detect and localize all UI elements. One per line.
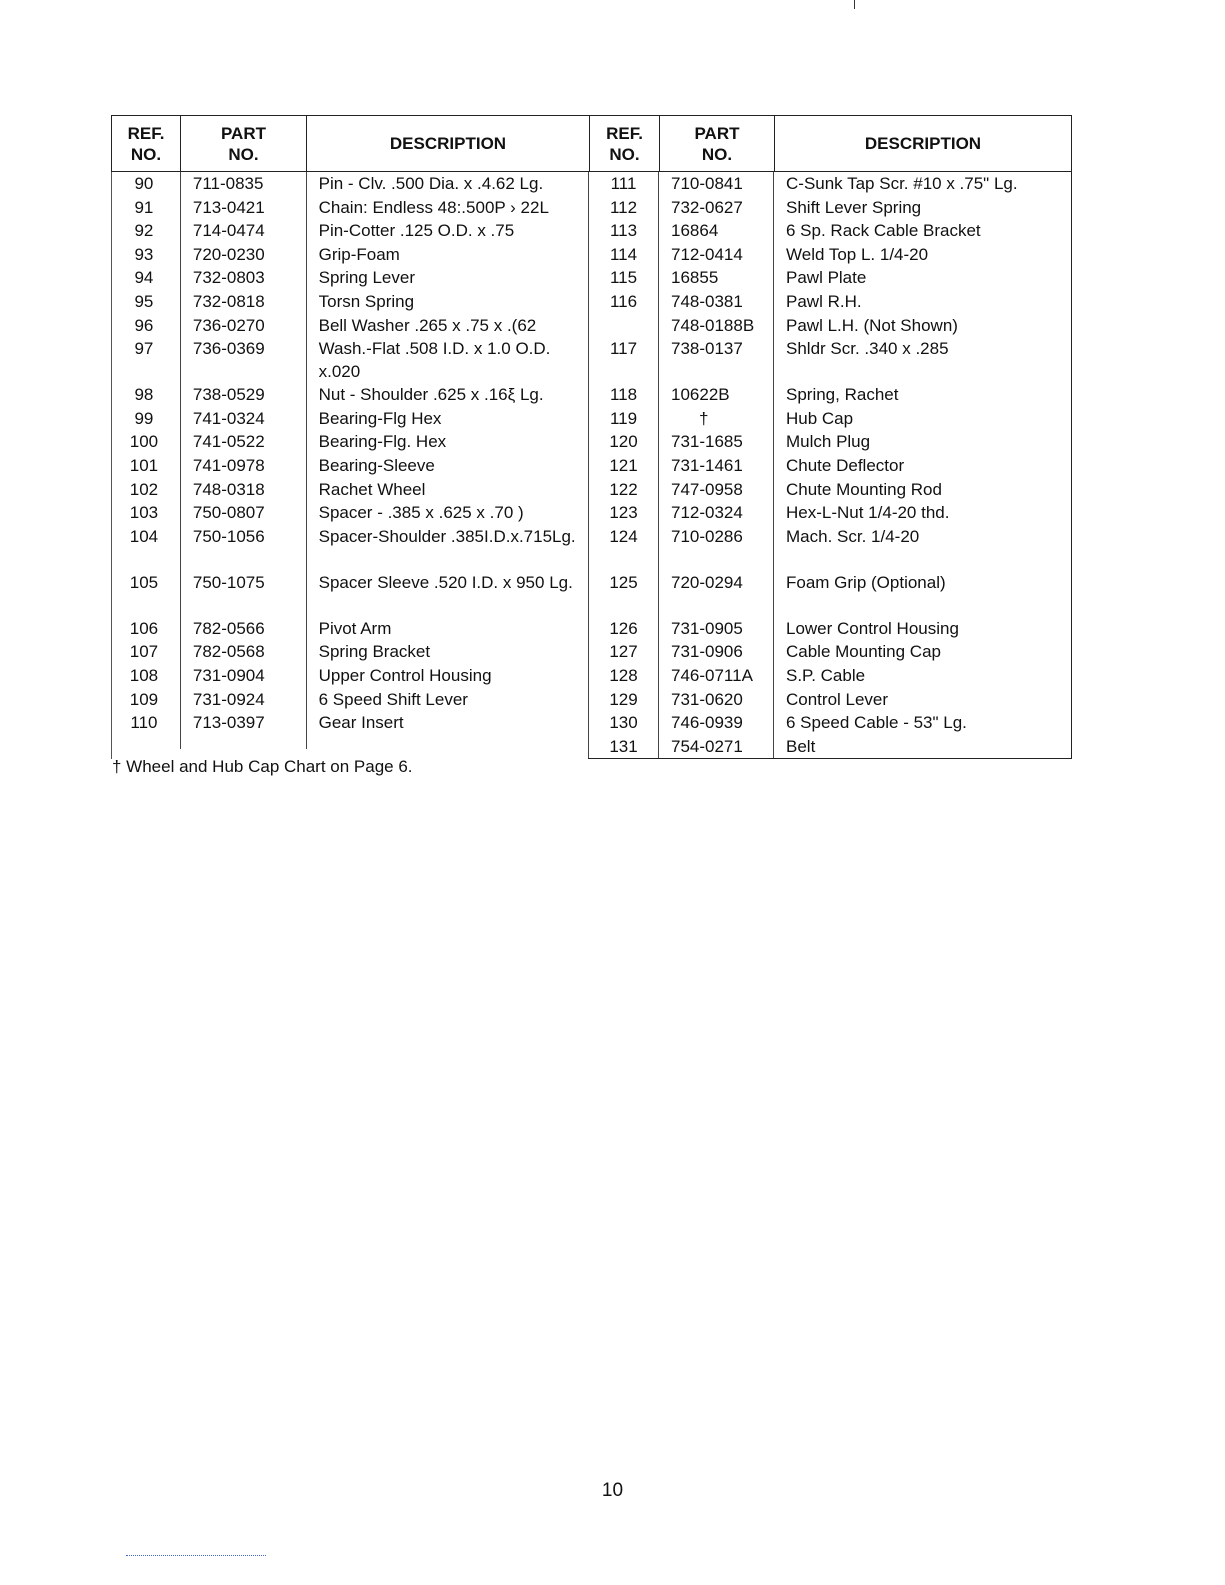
cell-part: 750-1056 — [180, 525, 306, 571]
cell-part: 712-0324 — [658, 501, 773, 525]
cell-part: 741-0324 — [180, 407, 306, 431]
table-row — [588, 266, 1071, 290]
cell-ref: 111 — [588, 172, 658, 196]
cell-desc: Upper Control Housing — [306, 664, 588, 688]
table-row — [112, 219, 588, 243]
header-description-right: DESCRIPTION — [774, 116, 1071, 171]
cell-desc: Foam Grip (Optional) — [773, 571, 1071, 617]
cell-ref: 91 — [134, 197, 154, 217]
cell-part: 710-0286 — [658, 525, 773, 571]
cell-desc: Spacer - .385 x .625 x .70 ) — [306, 501, 588, 525]
cell-desc: Gear Insert — [306, 711, 588, 735]
table-row — [112, 290, 588, 314]
cell-desc: Chute Mounting Rod — [773, 478, 1071, 502]
cell-part: 731-0905 — [658, 617, 773, 641]
table-row — [588, 314, 1071, 338]
cell-part: 731-1461 — [658, 454, 773, 478]
cell-desc: Pawl L.H. (Not Shown) — [773, 314, 1071, 338]
cell-ref: 98 — [134, 385, 154, 405]
cell-desc: Bearing-Flg Hex — [306, 407, 588, 431]
cell-part: 714-0474 — [180, 219, 306, 243]
cell-desc: C-Sunk Tap Scr. #10 x .75" Lg. — [773, 172, 1071, 196]
cell-part: 746-0711A — [658, 664, 773, 688]
cell-ref: 113 — [588, 219, 658, 243]
cell-ref: 122 — [588, 478, 658, 502]
cell-ref: 95 — [134, 291, 154, 311]
cell-ref: 97 — [134, 339, 154, 359]
page-number: 10 — [601, 1480, 624, 1501]
cell-part: 782-0568 — [180, 640, 306, 664]
cell-part: 10622B — [658, 383, 773, 407]
cell-ref: 131 — [588, 735, 658, 759]
cell-ref: 100 — [129, 432, 159, 452]
cell-ref: 119 — [588, 407, 658, 431]
table-row — [112, 430, 588, 454]
cell-desc: Mach. Scr. 1/4-20 — [773, 525, 1071, 571]
cell-part: 713-0397 — [180, 711, 306, 735]
table-row — [588, 337, 1071, 383]
cell-desc: Bearing-Sleeve — [306, 454, 588, 478]
table-row — [112, 688, 588, 712]
cell-desc: Cable Mounting Cap — [773, 640, 1071, 664]
cell-desc: 6 Sp. Rack Cable Bracket — [773, 219, 1071, 243]
cell-ref: 115 — [588, 266, 658, 290]
margin-tick-mark — [854, 0, 855, 9]
table-row — [588, 290, 1071, 314]
cell-part: 741-0978 — [180, 454, 306, 478]
header-ref-no-right: REF. NO. — [589, 116, 659, 171]
cell-ref: 127 — [588, 640, 658, 664]
cell-desc: Chute Deflector — [773, 454, 1071, 478]
cell-desc: Bell Washer .265 x .75 x .(62 — [306, 314, 588, 338]
cell-ref — [588, 314, 658, 338]
cell-ref: 92 — [134, 221, 154, 241]
header-ref-no: REF. NO. — [127, 123, 165, 164]
cell-desc: Rachet Wheel — [306, 478, 588, 502]
cell-part: 710-0841 — [658, 172, 773, 196]
cell-ref: 93 — [134, 244, 154, 264]
cell-desc: Pin-Cotter .125 O.D. x .75 — [306, 219, 588, 243]
cell-part: 736-0270 — [180, 314, 306, 338]
table-row — [112, 478, 588, 502]
footnote: † Wheel and Hub Cap Chart on Page 6. — [112, 757, 413, 776]
cell-ref: 90 — [134, 174, 154, 193]
header-description: DESCRIPTION — [306, 116, 589, 171]
table-row — [112, 501, 588, 525]
cell-ref: 130 — [588, 711, 658, 735]
table-row — [588, 735, 1071, 759]
cell-part: 732-0627 — [658, 196, 773, 220]
cell-part: 748-0318 — [180, 478, 306, 502]
cell-desc: Shift Lever Spring — [773, 196, 1071, 220]
cell-ref: 110 — [130, 713, 158, 733]
table-row — [588, 664, 1071, 688]
cell-desc: Pawl Plate — [773, 266, 1071, 290]
column-tail — [112, 735, 588, 749]
cell-part: 748-0188B — [658, 314, 773, 338]
cell-desc: Bearing-Flg. Hex — [306, 430, 588, 454]
cell-desc: Wash.-Flat .508 I.D. x 1.0 O.D. x.020 — [306, 337, 588, 383]
right-parts-column — [588, 172, 1072, 759]
cell-desc: Pawl R.H. — [773, 290, 1071, 314]
cell-part: 732-0803 — [180, 266, 306, 290]
cell-part: 748-0381 — [658, 290, 773, 314]
cell-ref: 129 — [588, 688, 658, 712]
cell-ref: 118 — [588, 383, 658, 407]
cell-desc: Mulch Plug — [773, 430, 1071, 454]
table-row — [112, 711, 588, 735]
cell-part: 720-0230 — [180, 243, 306, 267]
cell-part: 711-0835 — [180, 172, 306, 196]
table-row — [588, 640, 1071, 664]
cell-part: 731-0924 — [180, 688, 306, 712]
cell-desc: Spring, Rachet — [773, 383, 1071, 407]
cell-desc: Chain: Endless 48:.500P › 22L — [306, 196, 588, 220]
table-row — [588, 219, 1071, 243]
cell-ref: 116 — [588, 290, 658, 314]
cell-part: 736-0369 — [180, 337, 306, 383]
cell-desc: Hub Cap — [773, 407, 1071, 431]
table-row — [112, 266, 588, 290]
cell-part: 731-0906 — [658, 640, 773, 664]
cell-desc: Control Lever — [773, 688, 1071, 712]
cell-desc: Nut - Shoulder .625 x .16ξ Lg. — [306, 383, 588, 407]
cell-part: 750-1075 — [180, 571, 306, 617]
cell-part: 782-0566 — [180, 617, 306, 641]
cell-part: 16864 — [658, 219, 773, 243]
table-row — [588, 501, 1071, 525]
table-header — [111, 115, 1072, 172]
table-row — [112, 407, 588, 431]
cell-desc: Torsn Spring — [306, 290, 588, 314]
cell-desc: Lower Control Housing — [773, 617, 1071, 641]
table-row — [112, 454, 588, 478]
cell-ref: 117 — [588, 337, 658, 383]
cell-ref: 124 — [588, 525, 658, 571]
table-row — [112, 640, 588, 664]
table-row — [588, 172, 1071, 196]
cell-part: 720-0294 — [658, 571, 773, 617]
cell-part: 16855 — [658, 266, 773, 290]
table-row — [112, 337, 588, 383]
cell-ref: 101 — [129, 455, 159, 475]
cell-ref: 120 — [588, 430, 658, 454]
cell-part: 731-0904 — [180, 664, 306, 688]
cell-desc: Pivot Arm — [306, 617, 588, 641]
cell-ref: 107 — [129, 642, 159, 662]
table-body — [111, 172, 1072, 759]
cell-ref: 128 — [588, 664, 658, 688]
cell-ref: 106 — [129, 618, 159, 638]
cell-ref: 125 — [588, 571, 658, 617]
table-row — [112, 617, 588, 641]
cell-desc: Spacer-Shoulder .385I.D.x.715Lg. — [306, 525, 588, 571]
cell-desc: S.P. Cable — [773, 664, 1071, 688]
cell-part: 738-0137 — [658, 337, 773, 383]
table-row — [112, 383, 588, 407]
cell-part: 746-0939 — [658, 711, 773, 735]
cell-part: 731-0620 — [658, 688, 773, 712]
table-row — [588, 617, 1071, 641]
table-row — [112, 571, 588, 617]
table-row — [112, 243, 588, 267]
table-row — [112, 172, 588, 196]
cell-part: 747-0958 — [658, 478, 773, 502]
cell-desc: Spacer Sleeve .520 I.D. x 950 Lg. — [306, 571, 588, 617]
header-part-no-right: PART NO. — [659, 116, 774, 171]
table-row — [588, 383, 1071, 407]
cell-part: 732-0818 — [180, 290, 306, 314]
cell-ref: 114 — [588, 243, 658, 267]
cell-desc: Spring Bracket — [306, 640, 588, 664]
cell-ref: 121 — [588, 454, 658, 478]
cell-desc: 6 Speed Cable - 53" Lg. — [773, 711, 1071, 735]
table-row — [588, 196, 1071, 220]
table-row — [588, 711, 1071, 735]
cell-ref: 99 — [134, 408, 154, 428]
table-row — [112, 314, 588, 338]
table-row — [588, 525, 1071, 571]
table-row — [588, 243, 1071, 267]
cell-part: 754-0271 — [658, 735, 773, 759]
cell-desc: Grip-Foam — [306, 243, 588, 267]
cell-desc: Hex-L-Nut 1/4-20 thd. — [773, 501, 1071, 525]
cell-part: 750-0807 — [180, 501, 306, 525]
cell-part: 731-1685 — [658, 430, 773, 454]
cell-part: 741-0522 — [180, 430, 306, 454]
table-row — [112, 664, 588, 688]
table-row — [588, 407, 1071, 431]
cell-ref: 94 — [134, 268, 154, 288]
cell-part: 713-0421 — [180, 196, 306, 220]
cell-ref: 112 — [588, 196, 658, 220]
table-row — [588, 430, 1071, 454]
cell-ref: 102 — [129, 479, 159, 499]
cell-ref: 104 — [129, 526, 159, 546]
cell-desc: Spring Lever — [306, 266, 588, 290]
cell-ref: 96 — [134, 315, 154, 335]
cell-ref: 123 — [588, 501, 658, 525]
table-row — [112, 525, 588, 571]
cell-desc: Belt — [773, 735, 1071, 759]
table-row — [588, 454, 1071, 478]
cell-ref: 109 — [129, 689, 159, 709]
table-row — [588, 571, 1071, 617]
cell-ref: 108 — [129, 665, 159, 685]
cell-ref: 126 — [588, 617, 658, 641]
left-parts-column — [111, 172, 588, 759]
header-part-no: PART NO. — [180, 116, 306, 171]
cell-part: 712-0414 — [658, 243, 773, 267]
table-row — [588, 478, 1071, 502]
cell-part: 738-0529 — [180, 383, 306, 407]
cell-desc: Pin - Clv. .500 Dia. x .4.62 Lg. — [306, 172, 588, 196]
cell-part: † — [658, 407, 773, 431]
cell-ref: 103 — [129, 503, 159, 523]
bottom-dotted-rule — [126, 1554, 266, 1556]
table-row — [112, 196, 588, 220]
parts-list-table — [111, 115, 1072, 759]
cell-desc: Weld Top L. 1/4-20 — [773, 243, 1071, 267]
cell-desc: Shldr Scr. .340 x .285 — [773, 337, 1071, 383]
cell-desc: 6 Speed Shift Lever — [306, 688, 588, 712]
table-row — [588, 688, 1071, 712]
cell-ref: 105 — [129, 572, 159, 592]
